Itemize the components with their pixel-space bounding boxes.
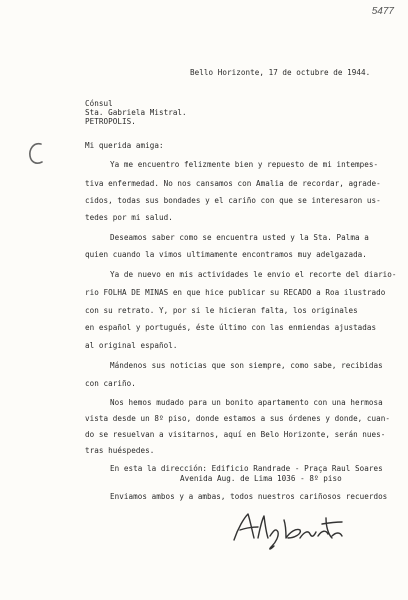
pencil-margin-mark-icon [26, 140, 46, 170]
address-line-2: Avenida Aug. de Lima 1036 - 8º piso [180, 474, 342, 483]
paragraph-3-line-1: Ya de nuevo en mis actividades le envio el recorte del diario- [110, 270, 397, 279]
paragraph-3-line-5: al original español. [85, 341, 178, 350]
address-line-1: En esta la dirección: Edificio Randrade - Praça Raul Soares [110, 464, 383, 473]
paragraph-3-line-3: con su retrato. Y, por si le hicieran falta, los originales [85, 306, 358, 315]
handwritten-signature [228, 506, 348, 556]
paragraph-3-line-4: en español y portugués, éste último con las enmiendas ajustadas [85, 323, 377, 332]
recipient-title: Cónsul [85, 99, 113, 108]
recipient-name: Sta. Gabriela Mistral. [85, 108, 187, 117]
recipient-city: PETROPOLIS. [85, 117, 136, 126]
paragraph-5-line-3: do se resuelvan a visitarnos, aquí en Belo Horizonte, serán nues- [85, 430, 386, 439]
paragraph-2-line-1: Deseamos saber como se encuentra usted y la Sta. Palma a [110, 233, 369, 242]
paragraph-3-line-2: rio FOLHA DE MINAS en que hice publicar su RECADO a Roa ilustrado [85, 288, 386, 297]
paragraph-2-line-2: quien cuando la vimos ultimamente encontramos muy adelgazada. [85, 250, 367, 259]
paragraph-1-line-1: Ya me encuentro felizmente bien y repuesto de mi intempes- [110, 160, 379, 169]
reference-number: 5477 [371, 6, 394, 17]
paragraph-1-line-3: cidos, todas sus bondades y el cariño con que se interesaron us- [85, 196, 381, 205]
paragraph-1-line-2: tiva enfermedad. No nos cansamos con Amalia de recordar, agrade- [85, 179, 381, 188]
paragraph-4-line-2: con cariño. [85, 379, 136, 388]
salutation: Mi querida amiga: [85, 141, 164, 150]
paragraph-5-line-1: Nos hemos mudado para un bonito apartamento con una hermosa [110, 398, 383, 407]
closing-line: Enviamos ambos y a ambas, todos nuestros cariñosos recuerdos [110, 492, 388, 501]
paragraph-4-line-1: Mándenos sus noticias que son siempre, como sabe, recibidas [110, 361, 383, 370]
paragraph-5-line-4: tras huéspedes. [85, 446, 155, 455]
paragraph-1-line-4: tedes por mi salud. [85, 213, 173, 222]
place-date: Bello Horizonte, 17 de octubre de 1944. [190, 68, 371, 77]
paragraph-5-line-2: vista desde un 8º piso, donde estamos a sus órdenes y donde, cuan- [85, 414, 391, 423]
